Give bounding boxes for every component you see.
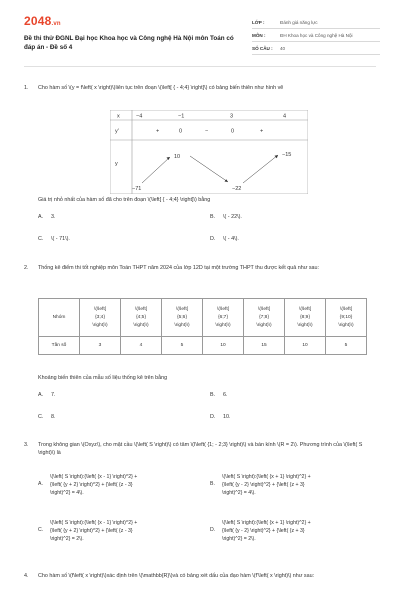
option-a[interactable] (38, 474, 208, 500)
option-letter: D. (210, 236, 216, 242)
y-value: −71 (132, 186, 142, 192)
option-letter: C. (38, 527, 44, 533)
meta-key: SỐ CÂU : (252, 45, 273, 51)
meta-value: ĐH Khoa học và Công nghệ Hà Nội (280, 32, 353, 38)
option-letter: A. (38, 481, 43, 487)
option-d[interactable] (210, 414, 231, 420)
cell-line: \(\left[ (258, 306, 270, 312)
cell-line: {7;8} (259, 314, 269, 320)
meta-value: 40 (280, 45, 286, 51)
option-text: 7. (51, 392, 56, 398)
question-prompt: Khoảng biến thiên của mẫu số liệu thống kê trên bằng (38, 375, 168, 381)
option-letter: C. (38, 414, 44, 420)
frequency-table (38, 298, 367, 355)
y-value: 10 (174, 154, 181, 160)
page-header (0, 0, 400, 62)
group-cell (80, 299, 121, 337)
option-line: \right)^2} = 4\). (50, 489, 84, 496)
option-d[interactable] (210, 520, 380, 546)
x-value: 3 (230, 113, 234, 120)
option-letter: C. (38, 236, 44, 242)
meta-key: LỚP : (252, 19, 265, 25)
option-letter: B. (210, 392, 216, 398)
cell-line: {8;9} (300, 314, 310, 320)
cell-line: \right)\) (297, 322, 313, 328)
cell-line: \right)\) (256, 322, 272, 328)
frequency-cell: 4 (121, 337, 162, 355)
derivative-sign: 0 (231, 128, 235, 135)
cell-line: \right)\) (92, 322, 108, 328)
cell-line: \(\left[ (217, 306, 229, 312)
option-a[interactable] (38, 214, 56, 220)
option-letter: D. (210, 414, 216, 420)
cell-line: \right)\) (338, 322, 354, 328)
meta-row-class (252, 16, 380, 29)
group-cell (121, 299, 162, 337)
option-c[interactable] (38, 414, 56, 420)
option-text (50, 520, 200, 543)
cell-line: \(\left[ (135, 306, 147, 312)
option-line: \(\left( S \right):{\left( {x - 1} \right)^2} + (50, 520, 138, 526)
table-border (110, 110, 308, 194)
option-d[interactable] (210, 236, 239, 242)
question-text: Cho hàm số \(f\left( x \right)\)xác định trên \(\mathbb{R}\)và có bảng xét dấu của đạo hàm \(f'\left( x \right)\) như sau: (38, 573, 315, 579)
x-value: −4 (136, 113, 143, 120)
cell-line: \right)\) (133, 322, 149, 328)
group-cell (244, 299, 285, 337)
question-1-prompt (24, 196, 380, 205)
question-text: Cho hàm số \(y = f\left( x \right)\)liên tục trên đoạn \(\left[ { - 4;4} \right]\) có bảng biến thiên như hình vẽ (38, 85, 284, 91)
question-2 (24, 264, 380, 284)
increase-arrow (142, 157, 170, 183)
option-line: \(\left( S \right):{\left( {x - 1} \right)^2} + (50, 474, 138, 480)
option-c[interactable] (38, 520, 208, 546)
option-text: 6. (223, 392, 228, 398)
arrow-head (225, 179, 229, 182)
option-line: {\left( {y + 2} \right)^2} + {\left( {z - 3} (50, 481, 133, 488)
option-letter: B. (210, 481, 215, 487)
option-line: \right)^2} = 4\). (222, 489, 256, 496)
option-line: \right)^2} = 2\). (222, 535, 256, 542)
option-text: 3. (51, 214, 56, 220)
logo-main: 2048 (24, 14, 52, 28)
option-b[interactable] (210, 214, 242, 220)
y-value: −22 (232, 186, 242, 192)
cell-line: \(\left[ (299, 306, 311, 312)
derivative-sign: 0 (179, 128, 183, 135)
question-number: 1. (24, 85, 29, 91)
question-prompt: Giá trị nhỏ nhất của hàm số đã cho trên đoạn \(\left[ { - 4;4} \right]\) bằng (38, 197, 211, 203)
question-number: 3. (24, 442, 29, 448)
cell-line: \right)\) (215, 322, 231, 328)
cell-line: {3;4} (95, 314, 105, 320)
frequency-cell: 3 (80, 337, 121, 355)
option-text: 8. (51, 414, 56, 420)
question-number: 2. (24, 265, 29, 271)
row-header: Tần số (39, 337, 80, 355)
row-header: Nhóm (39, 299, 80, 337)
cell-line: {4;5} (136, 314, 146, 320)
cell-line: {9;10} (339, 314, 353, 320)
variation-table (110, 110, 308, 194)
question-1 (24, 84, 380, 104)
option-text: 10. (223, 414, 231, 420)
question-text: Thống kê điểm thi tốt nghiệp môn Toán THPT năm 2024 của lớp 12D tại một trường THPT thu được kết quả như sau: (38, 265, 320, 271)
question-3 (24, 441, 380, 469)
frequency-cell: 10 (203, 337, 244, 355)
exam-title: Đề thi thử ĐGNL Đại học Khoa học và Công nghệ Hà Nội môn Toán có đáp án - Đề số 4 (24, 35, 234, 51)
group-cell (162, 299, 203, 337)
cell-line: \(\left[ (176, 306, 188, 312)
exam-meta (252, 16, 380, 55)
meta-row-subject (252, 29, 380, 42)
option-a[interactable] (38, 392, 56, 398)
question-4 (24, 572, 380, 592)
cell-line: {6;7} (218, 314, 228, 320)
option-letter: A. (38, 392, 44, 398)
decrease-arrow (190, 156, 228, 182)
meta-value: Đánh giá năng lực (280, 19, 318, 25)
arrow-head (275, 155, 279, 158)
frequency-cell: 5 (326, 337, 367, 355)
question-2-prompt (24, 374, 380, 383)
option-letter: A. (38, 214, 44, 220)
option-line: \(\left( S \right):{\left( {x + 1} \right)^2} + (222, 520, 311, 526)
derivative-sign: + (260, 128, 264, 135)
cell-line: \(\left[ (94, 306, 106, 312)
option-text (222, 474, 372, 497)
frequency-cell: 10 (285, 337, 326, 355)
header-divider (24, 66, 376, 67)
cell-line: \right)\) (174, 322, 190, 328)
option-text: \( - 71\). (51, 236, 70, 242)
x-label: x (117, 113, 120, 120)
frequency-cell: 5 (162, 337, 203, 355)
increase-arrow (243, 155, 278, 183)
option-text: \( - 4\). (223, 236, 239, 242)
group-row (39, 299, 367, 337)
option-line: {\left( {y + 2} \right)^2} + {\left( {z - 3} (50, 527, 133, 534)
option-b[interactable] (210, 474, 380, 500)
group-cell (285, 299, 326, 337)
option-line: \(\left( S \right):{\left( {x + 1} \right)^2} + (222, 474, 311, 480)
x-value: −1 (178, 113, 185, 120)
option-line: {\left( {y - 2} \right)^2} + {\left( {z + 3} (222, 527, 305, 534)
option-c[interactable] (38, 236, 70, 242)
y-value: −15 (282, 152, 292, 158)
option-text (222, 520, 372, 543)
option-letter: D. (210, 527, 216, 533)
option-line: {\left( {y - 2} \right)^2} + {\left( {z + 3} (222, 481, 305, 488)
group-cell (326, 299, 367, 337)
option-text: \( - 22\). (223, 214, 242, 220)
y-label: y (115, 161, 118, 167)
option-b[interactable] (210, 392, 228, 398)
cell-line: {5;6} (177, 314, 187, 320)
meta-row-count (252, 42, 380, 55)
site-logo[interactable] (24, 14, 61, 28)
cell-line: \(\left[ (340, 306, 352, 312)
option-text (50, 474, 200, 497)
group-cell (203, 299, 244, 337)
question-number: 4. (24, 573, 29, 579)
option-letter: B. (210, 214, 216, 220)
derivative-sign: + (156, 128, 160, 135)
y-prime-label: y' (115, 128, 119, 135)
x-value: 4 (283, 113, 287, 120)
frequency-row (39, 337, 367, 355)
derivative-sign: − (205, 128, 209, 135)
frequency-cell: 15 (244, 337, 285, 355)
logo-suffix: .vn (51, 21, 61, 27)
question-text: Trong không gian \(Oxyz\), cho mặt cầu \(\left( S \right)\) có tâm \(I\left( {1; - 2;3} \right)\) và bán kính \(R = 2\). Phương trình của \(\left( S \right)\) là (38, 442, 363, 457)
option-line: \right)^2} = 2\). (50, 535, 84, 542)
meta-key: MÔN : (252, 32, 266, 38)
